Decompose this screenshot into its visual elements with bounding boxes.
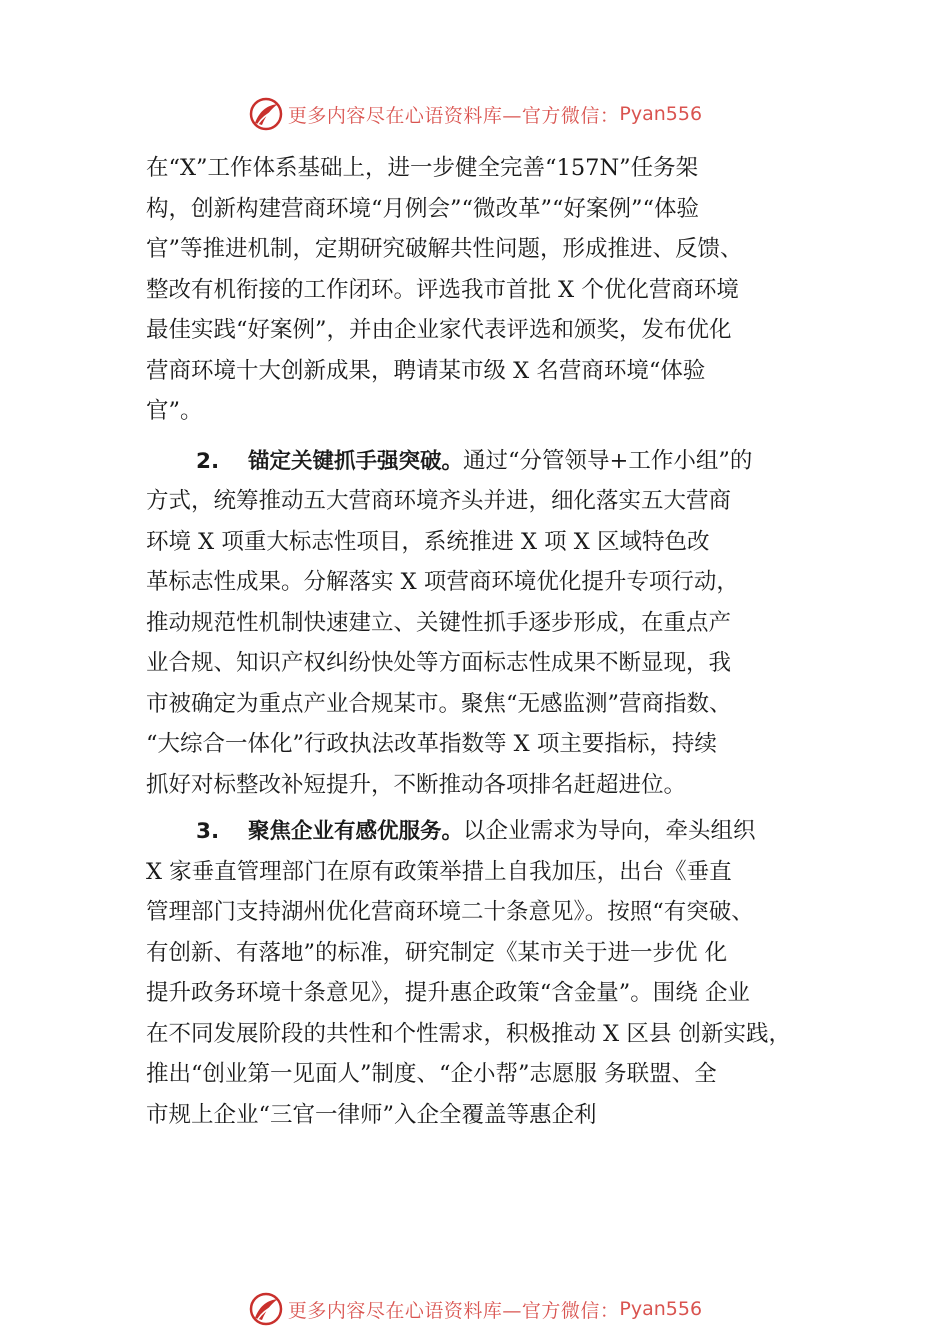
paragraph-first-line: [146, 811, 836, 852]
text-line: 抓好对标整改补短提升，不断推动各项排名赶超进位。: [146, 771, 687, 798]
section-number: 3.: [196, 819, 220, 844]
text-line: 推动规范性机制快速建立、关键性抓手逐步形成，在重点产: [146, 609, 732, 636]
paragraph-2: [146, 441, 836, 806]
text-segment: 通过“分管领导+工作小组”的: [463, 447, 753, 474]
text-line: 构，创新构建营商环境“月例会”“微改革”“好案例”“体验: [146, 195, 700, 222]
text-line: 市规上企业“三官一律师”入企全覆盖等惠企利: [146, 1101, 597, 1128]
text-line: 方式，统筹推动五大营商环境齐头并进，细化落实五大营商: [146, 488, 732, 514]
document-body: [146, 148, 836, 1135]
text-line: 业合规、知识产权纠纷快处等方面标志性成果不断显现，我: [146, 650, 732, 676]
watermark-wechat-id: Pyan556: [619, 103, 703, 125]
text-line: 整改有机衔接的工作闭环。评选我市首批 X 个优化营商环境: [146, 276, 739, 303]
watermark-logo-icon: [248, 1291, 284, 1327]
text-line: 官”。: [146, 398, 203, 424]
watermark-text: 更多内容尽在心语资料库—官方微信：: [287, 104, 620, 127]
section-heading: 锚定关键抓手强突破。: [248, 448, 464, 474]
text-line: 在“X”工作体系基础上，进一步健全完善“157N”任务架: [146, 155, 699, 181]
text-line: 最佳实践“好案例”，并由企业家代表评选和颁奖，发布优化: [146, 317, 732, 343]
section-number: 2.: [196, 448, 220, 474]
section-heading: 聚焦企业有感优服务。: [248, 819, 464, 844]
text-line: 营商环境十大创新成果，聘请某市级 X 名营商环境“体验: [146, 357, 706, 384]
paragraph-3: [146, 811, 836, 1135]
text-line: 革标志性成果。分解落实 X 项营商环境优化提升专项行动，: [146, 569, 739, 595]
text-line: “大综合一体化”行政执法改革指数等 X 项主要指标，持续: [146, 731, 717, 757]
watermark-text: 更多内容尽在心语资料库—官方微信：: [287, 1299, 620, 1322]
text-line: 环境 X 项重大标志性项目，系统推进 X 项 X 区域特色改: [146, 528, 710, 555]
text-line: 推出“创业第一见面人”制度、“企小帮”志愿服 务联盟、全: [146, 1061, 717, 1087]
footer-watermark: [0, 1289, 950, 1329]
text-line: 管理部门支持湖州优化营商环境二十条意见》。按照“有突破、: [146, 899, 754, 925]
paragraph-1: [146, 148, 836, 432]
watermark-logo-icon: [248, 96, 284, 132]
text-line: 在不同发展阶段的共性和个性需求，积极推动 X 区县 创新实践，: [146, 1020, 791, 1047]
text-line: 官”等推进机制，定期研究破解共性问题，形成推进、反馈、: [146, 236, 743, 262]
text-segment: 以企业需求为导向，牵头组织: [463, 818, 756, 844]
text-line: 提升政务环境十条意见》，提升惠企政策“含金量”。围绕 企业: [146, 980, 750, 1006]
text-line: 有创新、有落地”的标准，研究制定《某市关于进一步优 化: [146, 939, 728, 966]
text-line: 市被确定为重点产业合规某市。聚焦“无感监测”营商指数、: [146, 690, 732, 717]
header-watermark: [0, 94, 950, 134]
paragraph-first-line: [146, 441, 836, 482]
watermark-wechat-id: Pyan556: [619, 1298, 703, 1320]
text-line: X 家垂直管理部门在原有政策举措上自我加压，出台《垂直: [146, 858, 732, 885]
